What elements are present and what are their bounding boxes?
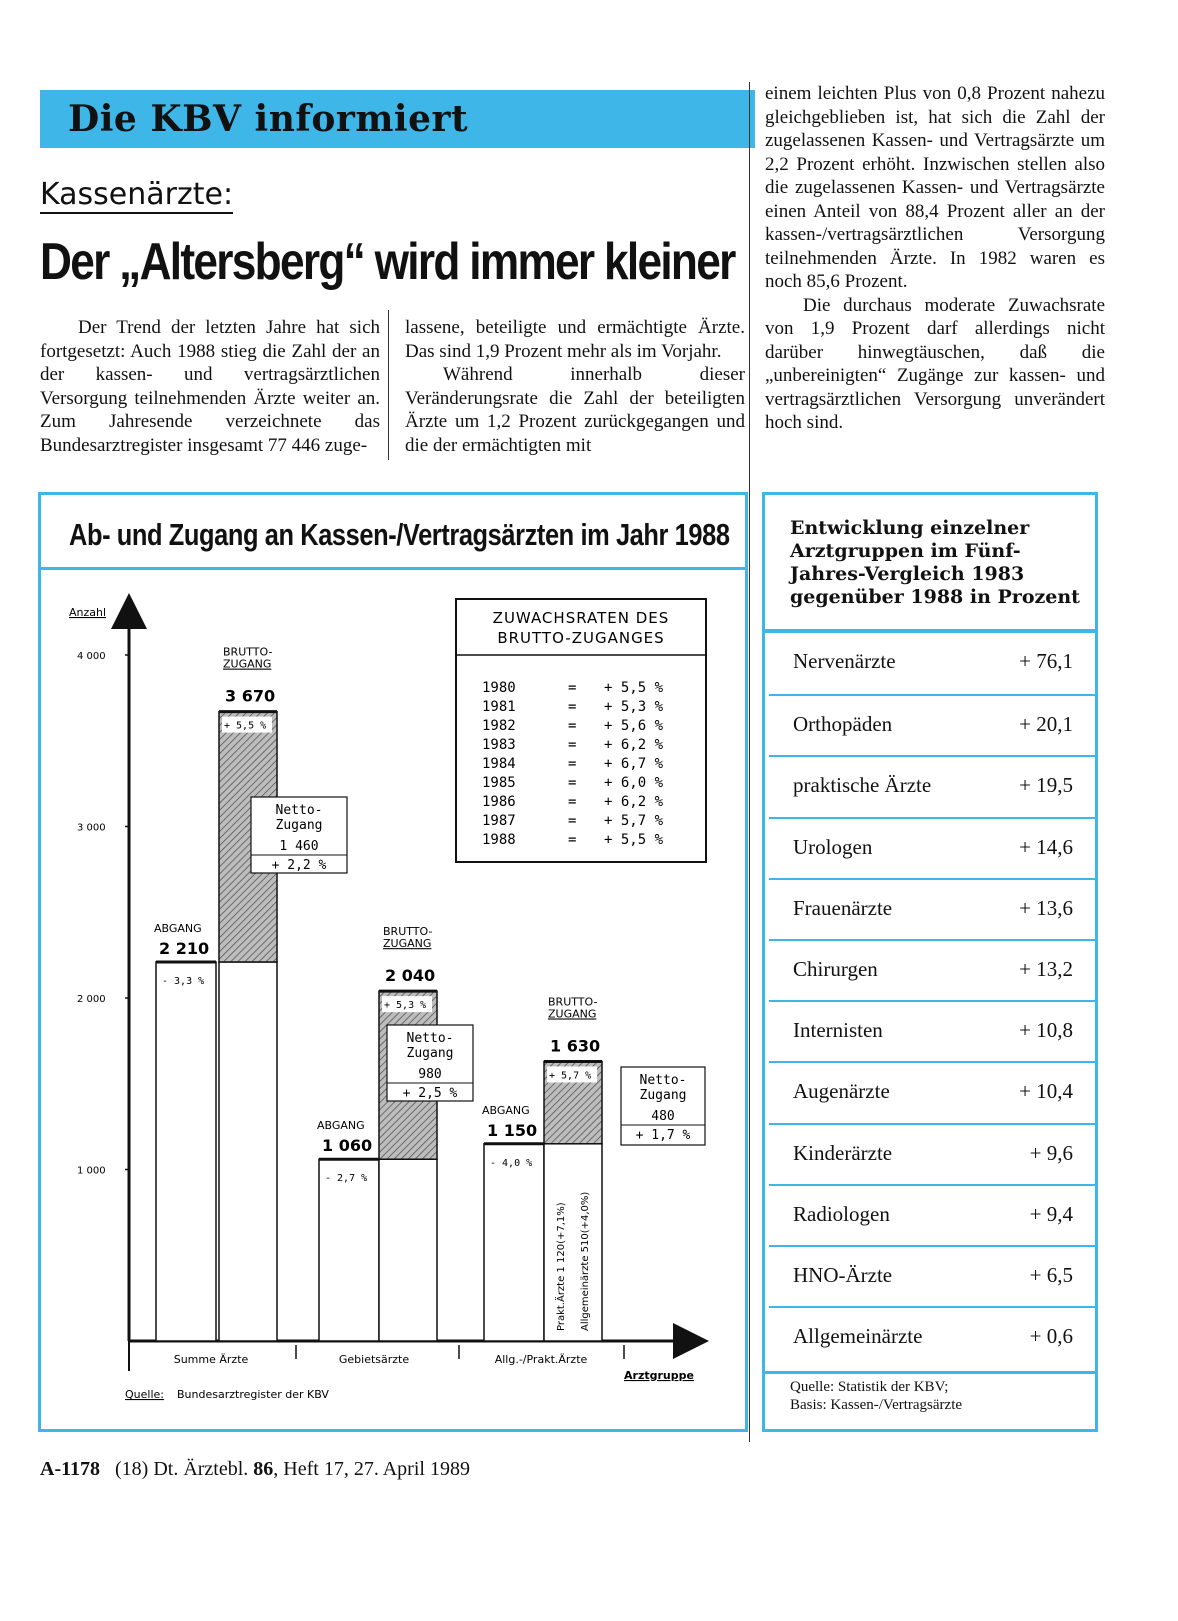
growth-year: 1986 bbox=[482, 794, 516, 810]
article-column-1 bbox=[40, 316, 380, 457]
row-growth-value: + 0,6 bbox=[1029, 1324, 1073, 1349]
netto-label: Zugang bbox=[639, 1088, 687, 1103]
row-group-name: Kinderärzte bbox=[793, 1140, 893, 1165]
growth-eq: = bbox=[568, 737, 577, 753]
table-row bbox=[769, 1000, 1097, 1062]
growth-value: + 5,5 % bbox=[604, 832, 664, 848]
column-1-text: Der Trend der letzten Jahre hat sich fortgesetzt: Auch 1988 stieg die Zahl der an der kassen- und vertragsärztlichen Versorgung teilnehmenden Ärzte weiter an. Zum Jahresende verzeichnete das Bundesarztregister insgesamt 77 446 zuge- bbox=[40, 317, 380, 456]
abgang-label: ABGANG bbox=[154, 921, 202, 935]
row-group-name: HNO-Ärzte bbox=[793, 1263, 893, 1287]
row-group-name: Allgemeinärzte bbox=[793, 1324, 923, 1349]
citation-volume: 86 bbox=[253, 1458, 274, 1480]
netto-label: Netto- bbox=[639, 1073, 687, 1088]
growth-value: + 5,5 % bbox=[604, 680, 664, 696]
growth-year: 1987 bbox=[482, 813, 516, 829]
article-column-3 bbox=[765, 82, 1105, 435]
row-group-name: Chirurgen bbox=[793, 957, 878, 981]
row-group-name: Internisten bbox=[793, 1018, 883, 1043]
row-group-name: Frauenärzte bbox=[793, 895, 893, 920]
table-row bbox=[769, 939, 1097, 1001]
row-growth-value: + 9,6 bbox=[1029, 1140, 1073, 1165]
row-group-name: Orthopäden bbox=[793, 712, 893, 737]
table-row bbox=[769, 1123, 1097, 1185]
growth-year: 1980 bbox=[482, 680, 516, 696]
subgroup-label: Allgemeinärzte 510(+4,0%) bbox=[580, 1191, 591, 1331]
column-divider bbox=[388, 310, 389, 460]
column-2-text-2: Während innerhalb dieser Veränderungsrate die Zahl der beteiligten Ärzte um 1,2 Prozent zurückgegangen und die der ermächtigten mit bbox=[405, 364, 745, 456]
article-column-2 bbox=[405, 316, 745, 457]
growth-table-title: ZUWACHSRATEN DES bbox=[492, 609, 670, 627]
table-source-line: Quelle: Statistik der KBV; bbox=[790, 1379, 949, 1395]
table-row bbox=[769, 755, 1097, 817]
row-growth-value: + 10,8 bbox=[1019, 1018, 1073, 1043]
category-label: Allg.-/Prakt.Ärzte bbox=[494, 1353, 588, 1366]
abgang-rate: - 4,0 % bbox=[490, 1157, 533, 1169]
row-growth-value: + 19,5 bbox=[1019, 773, 1073, 798]
growth-value: + 5,6 % bbox=[604, 718, 664, 734]
growth-value: + 6,2 % bbox=[604, 737, 664, 753]
growth-value: + 6,7 % bbox=[604, 756, 664, 772]
citation-pre: (18) Dt. Ärztebl. bbox=[115, 1458, 254, 1480]
brutto-rate: + 5,7 % bbox=[549, 1070, 592, 1082]
row-growth-value: + 6,5 bbox=[1029, 1263, 1073, 1287]
growth-year: 1982 bbox=[482, 718, 516, 734]
netto-label: Netto- bbox=[406, 1031, 454, 1046]
growth-year: 1985 bbox=[482, 775, 516, 791]
netto-value: 1 460 bbox=[279, 839, 319, 854]
table-source-rule bbox=[765, 1371, 1095, 1374]
chart-source-value: Bundesarztregister der KBV bbox=[177, 1388, 329, 1401]
chart-title-rule bbox=[41, 567, 745, 570]
brutto-label: ZUGANG bbox=[548, 1007, 597, 1021]
abgang-value: 1 150 bbox=[487, 1120, 538, 1140]
growth-eq: = bbox=[568, 813, 577, 829]
row-growth-value: + 9,4 bbox=[1029, 1201, 1073, 1226]
row-group-name: Urologen bbox=[793, 834, 873, 859]
row-growth-value: + 76,1 bbox=[1019, 649, 1073, 673]
brutto-label: BRUTTO- bbox=[548, 995, 598, 1009]
y-tick-label: 4 000 bbox=[77, 651, 106, 662]
abgang-bar bbox=[484, 1144, 544, 1341]
growth-eq: = bbox=[568, 718, 577, 734]
brutto-value: 2 040 bbox=[385, 966, 436, 986]
column-3-text-2: Die durchaus moderate Zuwachsrate von 1,9 Prozent darf allerdings nicht darüber hinwegtäuschen, daß die „unbereinigten“ Zugänge zur kassen- und vertragsärztlichen Versorgung unverändert hoch sind. bbox=[765, 294, 1105, 433]
table-row bbox=[769, 1061, 1097, 1123]
row-growth-value: + 13,6 bbox=[1019, 895, 1073, 920]
abgang-bar bbox=[319, 1159, 379, 1341]
row-group-name: Augenärzte bbox=[793, 1079, 890, 1104]
column-divider bbox=[749, 82, 750, 1442]
table-row bbox=[769, 1245, 1097, 1307]
brutto-label: ZUGANG bbox=[383, 937, 432, 951]
table-row bbox=[769, 817, 1097, 879]
growth-table-title: BRUTTO-ZUGANGES bbox=[497, 629, 665, 647]
growth-eq: = bbox=[568, 794, 577, 810]
table-row bbox=[769, 878, 1097, 940]
y-tick-label: 3 000 bbox=[77, 822, 106, 834]
abgang-bar bbox=[156, 962, 216, 1341]
row-growth-value: + 14,6 bbox=[1019, 834, 1073, 859]
brutto-bar-base bbox=[544, 1144, 602, 1341]
article-headline: Der „Altersberg“ wird immer kleiner bbox=[40, 233, 735, 291]
growth-year: 1988 bbox=[482, 832, 516, 848]
netto-label: Zugang bbox=[275, 818, 323, 833]
netto-rate: + 2,5 % bbox=[402, 1086, 458, 1101]
comparison-table-title: Entwicklung einzelner Arztgruppen im Fünf-Jahres-Vergleich 1983 gegenüber 1988 in Prozent bbox=[790, 517, 1080, 608]
table-row bbox=[769, 1184, 1097, 1246]
subgroup-label: Prakt.Ärzte 1 120(+7,1%) bbox=[556, 1202, 567, 1331]
netto-value: 980 bbox=[418, 1067, 442, 1082]
abgang-rate: - 2,7 % bbox=[325, 1173, 368, 1185]
comparison-table bbox=[762, 492, 1098, 1432]
bar-chart bbox=[41, 571, 745, 1429]
netto-rate: + 2,2 % bbox=[271, 858, 327, 873]
category-label: Summe Ärzte bbox=[173, 1353, 249, 1366]
growth-value: + 5,3 % bbox=[604, 699, 664, 715]
growth-eq: = bbox=[568, 680, 577, 696]
netto-label: Zugang bbox=[406, 1046, 454, 1061]
row-group-name: Radiologen bbox=[793, 1201, 890, 1226]
growth-year: 1981 bbox=[482, 699, 516, 715]
chart-box bbox=[38, 492, 748, 1432]
brutto-label: BRUTTO- bbox=[383, 925, 433, 939]
row-growth-value: + 20,1 bbox=[1019, 712, 1073, 737]
brutto-value: 3 670 bbox=[225, 686, 276, 706]
growth-eq: = bbox=[568, 699, 577, 715]
growth-eq: = bbox=[568, 756, 577, 772]
brutto-value: 1 630 bbox=[550, 1036, 601, 1056]
abgang-rate: - 3,3 % bbox=[162, 975, 205, 987]
brutto-bar-base bbox=[219, 962, 277, 1341]
table-basis-line: Basis: Kassen-/Vertragsärzte bbox=[790, 1397, 963, 1413]
banner-title: Die KBV informiert bbox=[68, 98, 469, 140]
chart-source-label: Quelle: bbox=[125, 1388, 164, 1401]
page-number: A-1178 bbox=[40, 1458, 100, 1480]
y-tick-label: 1 000 bbox=[77, 1165, 106, 1177]
growth-value: + 5,7 % bbox=[604, 813, 664, 829]
citation-post: , Heft 17, 27. April 1989 bbox=[273, 1458, 470, 1480]
growth-eq: = bbox=[568, 775, 577, 791]
brutto-rate: + 5,5 % bbox=[224, 720, 267, 732]
netto-rate: + 1,7 % bbox=[635, 1128, 691, 1143]
netto-value: 480 bbox=[651, 1109, 675, 1124]
category-label: Gebietsärzte bbox=[338, 1353, 410, 1366]
page-footer bbox=[40, 1458, 470, 1481]
y-tick-label: 2 000 bbox=[77, 994, 106, 1005]
abgang-value: 1 060 bbox=[322, 1136, 373, 1156]
row-group-name: Nervenärzte bbox=[793, 649, 896, 673]
table-row bbox=[769, 633, 1097, 693]
section-banner bbox=[40, 90, 755, 148]
brutto-label: BRUTTO- bbox=[223, 645, 273, 659]
growth-value: + 6,2 % bbox=[604, 794, 664, 810]
row-growth-value: + 10,4 bbox=[1019, 1079, 1073, 1104]
growth-year: 1983 bbox=[482, 737, 516, 753]
brutto-bar-base bbox=[379, 1159, 437, 1341]
growth-year: 1984 bbox=[482, 756, 516, 772]
x-axis-label: Arztgruppe bbox=[624, 1369, 694, 1382]
netto-label: Netto- bbox=[275, 803, 323, 818]
abgang-value: 2 210 bbox=[159, 938, 210, 958]
growth-eq: = bbox=[568, 832, 577, 848]
brutto-label: ZUGANG bbox=[223, 657, 272, 671]
table-row bbox=[769, 1306, 1097, 1368]
growth-value: + 6,0 % bbox=[604, 775, 664, 791]
table-row bbox=[769, 694, 1097, 756]
chart-title: Ab- und Zugang an Kassen-/Vertragsärzten im Jahr 1988 bbox=[69, 517, 730, 552]
y-axis-label: Anzahl bbox=[69, 606, 107, 619]
column-2-text-1: lassene, beteiligte und ermächtigte Ärzte. Das sind 1,9 Prozent mehr als im Vorjahr. bbox=[405, 317, 745, 362]
brutto-rate: + 5,3 % bbox=[384, 1000, 427, 1012]
row-group-name: praktische Ärzte bbox=[793, 773, 932, 798]
row-growth-value: + 13,2 bbox=[1019, 957, 1073, 981]
abgang-label: ABGANG bbox=[482, 1103, 530, 1117]
table-source bbox=[790, 1378, 1080, 1414]
column-3-text-1: einem leichten Plus von 0,8 Prozent nahezu gleichgeblieben ist, hat sich die Zahl der zugelassenen Kassen- und Vertragsärzte um 2,2 Prozent erhöht. Inzwischen stellen also die zugelassenen Kassen- und Vertragsärzte einen Anteil von 88,4 Prozent aller an der kassen-/vertragsärztlichen Versorgung teilnehmenden Ärzte. In 1982 waren es noch 85,6 Prozent. bbox=[765, 83, 1105, 292]
abgang-label: ABGANG bbox=[317, 1119, 365, 1133]
article-kicker: Kassenärzte: bbox=[40, 177, 234, 212]
